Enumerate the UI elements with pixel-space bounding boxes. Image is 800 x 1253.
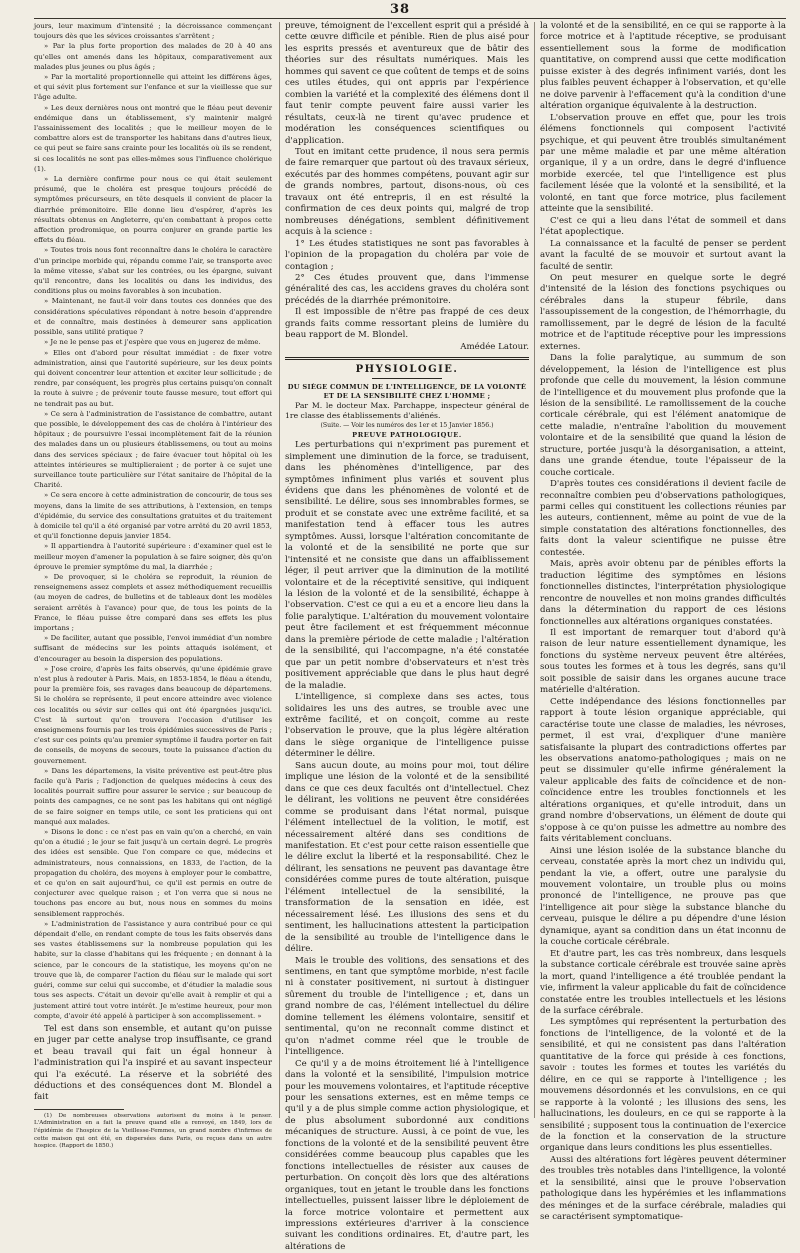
- continuation-note: (Suite. — Voir les numéros des 1er et 15 Janvier 1856.): [320, 422, 494, 430]
- paragraph: » De provoquer, si le choléra se reproduit, la réunion de renseignemens assez complets et assez méthodiquement recueillis (au moyen de cadres, de bulletins et de tableaux dont les modèles seraient arrêtés à l'avance) pour que, de tous les points de la France, le fléau puisse être comparé dans ses effets les plus importans ;: [34, 572, 272, 632]
- paragraph: L'intelligence, si complexe dans ses actes, tous solidaires les uns des autres, se trouble avec une extrême facilité, et on conçoit, comme au reste l'observation le prouve, que la plus légère altération dans le siège organique de l'intelligence puisse déterminer le délire.: [285, 692, 529, 760]
- section-subrule: [372, 378, 442, 379]
- paragraph: » Par la mortalité proportionnelle qui atteint les différens âges, et qui sévit plus fortement sur l'enfance et sur la vieillesse que sur l'âge adulte.: [34, 73, 272, 102]
- paragraph: Cette indépendance des lésions fonctionnelles par rapport à toute lésion organique appréciable, qui caractérise toute une classe de maladies, les névroses, permet, il est vrai, d'expliquer d'une manière satisfaisante la plupart des contradictions offertes par les observations anatomo-pathologiques ; mais on ne peut se dissimuler qu'elle infirme généralement la valeur applicable des faits de coïncidence et de non-coïncidence entre les troubles fonctionnels et les altérations organiques, et qu'elle introduit, dans un grand nombre d'observations, un élément de doute qui s'oppose à ce qu'on puisse les admettre au nombre des faits véritablement concluans.: [540, 696, 786, 845]
- paragraph: la volonté et de la sensibilité, en ce qui se rapporte à la force motrice et à l'aptitude réceptive, se produisant essentiellement sous la forme de modification quantitative, on comprend aussi que cette modification puisse exister à des degrés infiniment variés, dont les plus faibles peuvent échapper à l'observation, et qu'elle ne doive parvenir à l'effacement qu'à la condition d'une altération organique équivalente à la destruction.: [540, 21, 786, 112]
- paragraph: Les symptômes qui représentent la perturbation des fonctions de l'intelligence, de la volonté et de la sensibilité, et qui ne consistent pas dans l'altération quantitative de la force qui préside à ces fonctions, savoir : toutes les formes et toutes les variétés du délire, en ce qui se rapporte à l'intelligence ; les mouvemens désordonnés et les convulsions, en ce qui se rapporte à la volonté ; les illusions des sens, les hallucinations, les douleurs, en ce qui se rapporte à la sensibilité ; supposent tous la continuation de l'exercice de la fonction et la conservation de la structure organique dans leurs conditions les plus essentielles.: [540, 1017, 786, 1154]
- column-1: [34, 21, 272, 1150]
- paragraph: Mais, après avoir obtenu par de pénibles efforts la traduction légitime des symptômes en lésions fonctionnelles distinctes, l'interprétation physiologique rencontre de nouvelles et non moins grandes difficultés dans la détermination du rapport de ces lésions fonctionnelles aux altérations organiques constatées.: [540, 559, 786, 627]
- author-signature: Amédée Latour.: [460, 341, 529, 352]
- paragraph: Aussi des altérations fort légères peuvent déterminer des troubles très notables dans l'intelligence, la volonté et la sensibilité, ainsi que le prouve l'observation pathologique dans les hypérémies et les inflammations des méninges et de la surface cérébrale, maladies qui se caractérisent symptomatique-: [540, 1154, 786, 1223]
- paragraph: » Ce sera encore à cette administration de concourir, de tous ses moyens, dans la limite de ses attributions, à l'extension, en temps d'épidémie, du service des consultations gratuites et du traitement à domicile tel qu'il a été organisé par votre arrêté du 20 avril 1853, et qu'il fonctionne depuis janvier 1854.: [34, 491, 272, 541]
- paragraph: » Maintenant, ne faut-il voir dans toutes ces données que des considérations spéculatives répondant à notre besoin d'apprendre et de connaître, mais destinées à demeurer sans application possible, sans utilité pratique ?: [34, 297, 272, 337]
- paragraph: C'est ce qui a lieu dans l'état de sommeil et dans l'état apoplectique.: [540, 215, 786, 238]
- paragraph: » De faciliter, autant que possible, l'envoi immédiat d'un nombre suffisant de médecins sur les points attaqués isolément, et d'encourager au besoin la dispersion des populations.: [34, 634, 272, 663]
- paragraph: » Par la plus forte proportion des malades de 20 à 40 ans qu'elles ont amenés dans les hôpitaux, comparativement aux malades plus jeunes ou plus âgés ;: [34, 42, 272, 71]
- paragraph: D'après toutes ces considérations il devient facile de reconnaître combien peu d'observations pathologiques, parmi celles qui constituent les collections réunies par les auteurs, contiennent, même au point de vue de la simple constatation des altérations fonctionnelles, des faits dont la valeur scientifique ne puisse être contestée.: [540, 479, 786, 558]
- paragraph: Mais le trouble des volitions, des sensations et des sentimens, en tant que symptôme morbide, n'est facile ni à constater positivement, ni surtout à distinguer sûrement du trouble de l'intelligence ; et, dans un grand nombre de cas, l'élément intellectuel du délire domine tellement les élémens volontaire, sensitif et sentimental, qu'on ne reconnaît comme distinct et qu'on n'admet comme réel que le trouble de l'intelligence.: [285, 955, 529, 1058]
- footnote: (1) De nombreuses observations autorisent du moins à le penser. L'Administration en a fait la preuve quand elle a renvoyé, en 1849, lors de l'épidémie de l'hospice de la Vieillesse-Femmes, un grand nombre d'infirmes de cette maison qui ont été, en dispersées dans Paris, ou reçues dans un autre hospice. (Rapport de 1850.): [34, 1112, 272, 1150]
- column-3: [540, 21, 786, 1223]
- paragraph: » Je ne le pense pas et j'espère que vous en jugerez de même.: [44, 338, 261, 347]
- paragraph: Tout en imitant cette prudence, il nous sera permis de faire remarquer que partout où des travaux sérieux, exécutés par des hommes compétens, pouvant agir sur de grands nombres, partout, disons-nous, où ces travaux ont été entrepris, il en est résulté la confirmation de ces deux points qui, malgré de trop nombreuses dénégations, semblent définitivement acquis à la science :: [285, 146, 529, 238]
- paragraph: 1° Les études statistiques ne sont pas favorables à l'opinion de la propagation du choléra par voie de contagion ;: [285, 238, 529, 272]
- paragraph: » Toutes trois nous font reconnaître dans le choléra le caractère d'un principe morbide qui, répandu comme l'air, se transporte avec la même vitesse, s'abat sur les contrées, ou les épargne, suivant qu'il rencontre, dans les localités ou dans les individus, des conditions plus ou moins favorables à son incubation.: [34, 246, 272, 296]
- footnote-rule: [34, 1109, 124, 1110]
- lead-paragraph: Tel est dans son ensemble, et autant qu'on puisse en juger par cette analyse trop insuffisante, ce grand et beau travail qui fait un égal honneur à l'administration qui l'a inspiré et au savant inspecteur qui l'a exécuté. La réserve et la sobriété des déductions et des conséquences dont M. Blondel a fait: [34, 1023, 272, 1103]
- paragraph: Ce qu'il y a de moins étroitement lié à l'intelligence dans la volonté et la sensibilité, l'impulsion motrice pour les mouvemens volontaires, et l'aptitude réceptive pour les sensations externes, est en même temps ce qu'il y a de plus simple comme action physiologique, et de plus absolument subordonné aux conditions mécaniques de structure. Aussi, à ce point de vue, les fonctions de la volonté et de la sensibilité peuvent être considérées comme beaucoup plus capables que les fonctions intellectuelles de résister aux causes de perturbation. On conçoit dès lors que des altérations organiques, tout en jetant le trouble dans les fonctions intellectuelles, puissent laisser libre le déploiement de la force motrice volontaire et permettent aux impressions extérieures d'arriver à la conscience suivant les conditions ordinaires. Et, d'autre part, les altérations de: [285, 1058, 529, 1252]
- paragraph: On peut mesurer en quelque sorte le degré d'intensité de la lésion des fonctions psychiques ou cérébrales dans la stupeur fébrile, dans l'assoupissement de la congestion, de l'hémorrhagie, du ramollissement, par le degré de lésion de la faculté motrice et de l'aptitude réceptive pour les impressions externes.: [540, 272, 786, 352]
- paragraph: Sans aucun doute, au moins pour moi, tout délire implique une lésion de la volonté et de la sensibilité dans ce que ces deux facultés ont d'intellectuel. Chez le délirant, les volitions ne peuvent être considérées comme se produisant dans l'état normal, puisque l'élément intellectuel de la volition, le motif, est nécessairement altéré dans ses conditions de manifestation. Et c'est pour cette raison essentielle que le délire exclut la liberté et la responsabilité. Chez le délirant, les sensations ne peuvent pas davantage être considérées comme pures de toute altération, puisque l'élément intellectuel de la sensibilité, la transformation de la sensation en idée, est nécessairement lésé. Les illusions des sens et du sentiment, les hallucinations attestent la participation de la sensibilité au trouble de l'intelligence dans le délire.: [285, 760, 529, 955]
- paragraph: » Elles ont d'abord pour résultat immédiat : de fixer votre administration, ainsi que l'autorité supérieure, sur les deux points qui doivent concentrer leur attention et exciter leur sollicitude ; de rendre, par conséquent, les progrès plus certains puisqu'on connaît la route à suivre ; de prévenir toute fausse mesure, tout effort qui ne tendrait pas au but.: [34, 348, 272, 408]
- paragraph: preuve, témoignent de l'excellent esprit qui a présidé à cette œuvre difficile et pénible. Rien de plus aisé pour les esprits pressés et aventureux que de bâtir des théories sur des résultats numériques. Mais les hommes qui savent ce que coûtent de temps et de soins ces utiles études, qui ont appris par l'expérience combien la variété et la complexité des élémens dont il faut tenir compte peuvent faire aussi varier les résultats, ceux-là ne tirent qu'avec prudence et modération les conséquences scientifiques ou d'application.: [285, 21, 529, 146]
- paragraph: » La dernière confirme pour nous ce qui était seulement présumé, que le choléra est presque toujours précédé de symptômes précurseurs, en tête desquels il convient de placer la diarrhée prémonitoire. Elle donne lieu d'espérer, d'après les résultats obtenus en Angleterre, qu'en combattant à propos cette affection prodromique, on pourra conjurer en grande partie les effets du fléau.: [34, 175, 272, 245]
- paragraph: » Les deux dernières nous ont montré que le fléau peut devenir endémique dans un établissement, s'y maintenir malgré l'assainissement des localités ; que le meilleur moyen de le combattre alors est de transporter les habitans dans d'autres lieux, ce qui peut se faire sans crainte pour les localités où ils se rendent, si ces localités ne sont pas elles-mêmes sous l'influence cholérique (1).: [34, 103, 272, 173]
- subsection-heading: PREUVE PATHOLOGIQUE.: [352, 431, 462, 440]
- paragraph: jours, leur maximum d'intensité ; la décroissance commençant toujours dès que les sévices croissantes s'arrêtent ;: [34, 22, 272, 41]
- paragraph: » Dans les départemens, la visite préventive est peut-être plus facile qu'à Paris ; l'adjonction de quelques médecins à ceux des localités pourrait suffire pour assurer le service ; sur beaucoup de points des campagnes, ce ne sont pas les habitans qui ont négligé de se faire soigner en temps utile, ce sont les praticiens qui ont manqué aux malades.: [34, 766, 272, 826]
- article-byline: Par M. le docteur Max. Parchappe, inspecteur général de 1re classe des établissements d'aliénés.: [285, 401, 529, 421]
- column-2: [285, 21, 529, 1252]
- paragraph: » Ce sera à l'administration de l'assistance de combattre, autant que possible, le développement des cas de choléra à l'intérieur des hôpitaux ; de poursuivre l'essai incomplètement fait de la réunion des malades dans un ou plusieurs établissemens, ou tout au moins dans des services spéciaux ; de faire évacuer tout hôpital où les atteintes intérieures se multiplieraient ; de porter à ce sujet une surveillance toute particulière sur l'état sanitaire de l'hôpital de la Charité.: [34, 409, 272, 490]
- paragraph: Il est important de remarquer tout d'abord qu'à raison de leur nature essentiellement dynamique, les fonctions du système nerveux peuvent être altérées, sous toutes les formes et à tous les degrés, sans qu'il soit possible de saisir dans les organes aucune trace matérielle d'altération.: [540, 628, 786, 696]
- paragraph: Et d'autre part, les cas très nombreux, dans lesquels la substance corticale cérébrale est trouvée saine après la mort, quand l'intelligence a été troublée pendant la vie, infirment la valeur applicable du fait de coïncidence constatée entre les troubles intellectuels et les lésions de la surface cérébrale.: [540, 948, 786, 1016]
- paragraph: » Il appartiendra à l'autorité supérieure : d'examiner quel est le meilleur moyen d'amener la population à se faire soigner, dès qu'on éprouve le premier symptôme du mal, la diarrhée ;: [34, 542, 272, 571]
- paragraph: 2° Ces études prouvent que, dans l'immense généralité des cas, les accidens graves du choléra sont précédés de la diarrhée prémonitoire.: [285, 272, 529, 306]
- paragraph: Ainsi une lésion isolée de la substance blanche du cerveau, constatée après la mort chez un individu qui, pendant la vie, a offert, outre une paralysie du mouvement volontaire, un trouble plus ou moins prononcé de l'intelligence, ne prouve pas que l'intelligence ait pour siège la substance blanche du cerveau, puisque le délire a pu dépendre d'une lésion dynamique, ayant sa condition dans un état inconnu de la couche corticale cérébrale.: [540, 845, 786, 948]
- article-title: DU SIÈGE COMMUN DE L'INTELLIGENCE, DE LA VOLONTÉ ET DE LA SENSIBILITÉ CHEZ L'HOMME ;: [287, 383, 527, 401]
- section-title: PHYSIOLOGIE.: [355, 364, 459, 376]
- paragraph: Dans la folie paralytique, au summum de son développement, la lésion de l'intelligence est plus profonde que celle du mouvement, la lésion commune de l'intelligence et du mouvement plus profonde que la lésion de la sensibilité. Le ramollissement de la couche corticale cérébrale, qui est l'élément anatomique de cette maladie, n'entraîne l'abolition du mouvement volontaire et de la sensibilité que quand la lésion de structure, portée jusqu'à la désorganisation, a atteint, dans une grande étendue, toute l'épaisseur de la couche corticale.: [540, 353, 786, 478]
- header-rule: [34, 18, 786, 19]
- column-separator: [534, 22, 535, 1118]
- paragraph: » J'ose croire, d'après les faits observés, qu'une épidémie grave n'est plus à redouter à Paris. Mais, en 1853-1854, le fléau a étendu, pour la première fois, ses ravages dans beaucoup de départemens. Si le choléra se représente, il peut encore atteindre avec violence ces localités ou sévir sur celles qui ont été épargnées jusqu'ici. C'est là surtout qu'on trouvera l'occasion d'utiliser les enseignemens fournis par les trois épidémies successives de Paris ; c'est sur ces points qu'au premier symptôme il faudra porter en fait de conseils, de moyens de secours, toute la puissance d'action du gouvernement.: [34, 664, 272, 765]
- column-separator: [279, 22, 280, 1118]
- paragraph: L'observation prouve en effet que, pour les trois élémens fonctionnels qui composent l'activité psychique, et qui peuvent être troublés simultanément par une même maladie et par une même altération organique, il y a un ordre, dans le degré d'influence morbide exercée, tel que l'intelligence est plus facilement lésée que la volonté et la sensibilité, et la volonté, en tant que force motrice, plus facilement atteinte que la sensibilité.: [540, 112, 786, 215]
- paragraph: » L'administration de l'assistance y aura contribué pour ce qui dépendait d'elle, en rendant compte de tous les faits observés dans ses vastes établissemens sur la nombreuse population qui les habite, sur la classe d'habitans qui les fréquente ; en donnant à la science, par le concours de la statistique, les moyens qu'on ne trouve que là, de comparer l'action du fléau sur le malade qui sort guéri, comme sur celui qui succombe, et d'étudier la maladie sous tous ses aspects. C'était un devoir qu'elle avait à remplir et qui a justement attiré tout votre intérêt. Je m'estime heureux, pour mon compte, d'avoir été appelé à participer à son accomplissement. »: [34, 919, 272, 1020]
- page-number: 38: [389, 2, 411, 17]
- paragraph: La connaissance et la faculté de penser se perdent avant la faculté de se mouvoir et surtout avant la faculté de sentir.: [540, 238, 786, 272]
- section-rule: [285, 357, 529, 360]
- paragraph: Les perturbations qui n'expriment pas purement et simplement une diminution de la force, se traduisent, dans les phénomènes d'intelligence, par des symptômes infiniment plus variés et souvent plus évidens que dans les phénomènes de volonté et de sensibilité. Le délire, sous ses innombrables formes, se produit et se constate avec une extrême facilité, et sa manifestation tend à effacer tous les autres symptômes. Aussi, lorsque l'altération concomitante de la volonté et de la sensibilité ne porte que sur l'intensité et ne consiste que dans un affaiblissement léger, il peut arriver que la diminution de la motilité volontaire et de la réceptivité sensitive, qui indiquent la lésion de la volonté et de la sensibilité, échappe à l'observation. C'est ce qui a eu et a encore lieu dans la folie paralytique. L'altération du mouvement volontaire peut être facilement et est fréquemment méconnue dans la première période de cette maladie ; l'altération de la sensibilité, qui l'accompagne, n'a été constatée que par un petit nombre d'observateurs et n'est très positivement appréciable que dans le plus haut degré de la maladie.: [285, 440, 529, 691]
- paragraph: Il est impossible de n'être pas frappé de ces deux grands faits comme ressortant pleins de lumière du beau rapport de M. Blondel.: [285, 307, 529, 341]
- paragraph: » Disons le donc : ce n'est pas en vain qu'on a cherché, en vain qu'on a étudié ; le jour se fait jusqu'à un certain degré. Le progrès des idées est sensible. Que l'on compare ce que, médecins et administrateurs, nous connaissions, en 1833, de l'action, de la propagation du choléra, des moyens à employer pour le combattre, et ce qu'on en sait aujourd'hui, ce qu'il est permis en outre de conjecturer avec quelque raison ; et l'on verra que si nous ne touchons pas encore au but, nous nous en sommes du moins sensiblement rapprochés.: [34, 828, 272, 918]
